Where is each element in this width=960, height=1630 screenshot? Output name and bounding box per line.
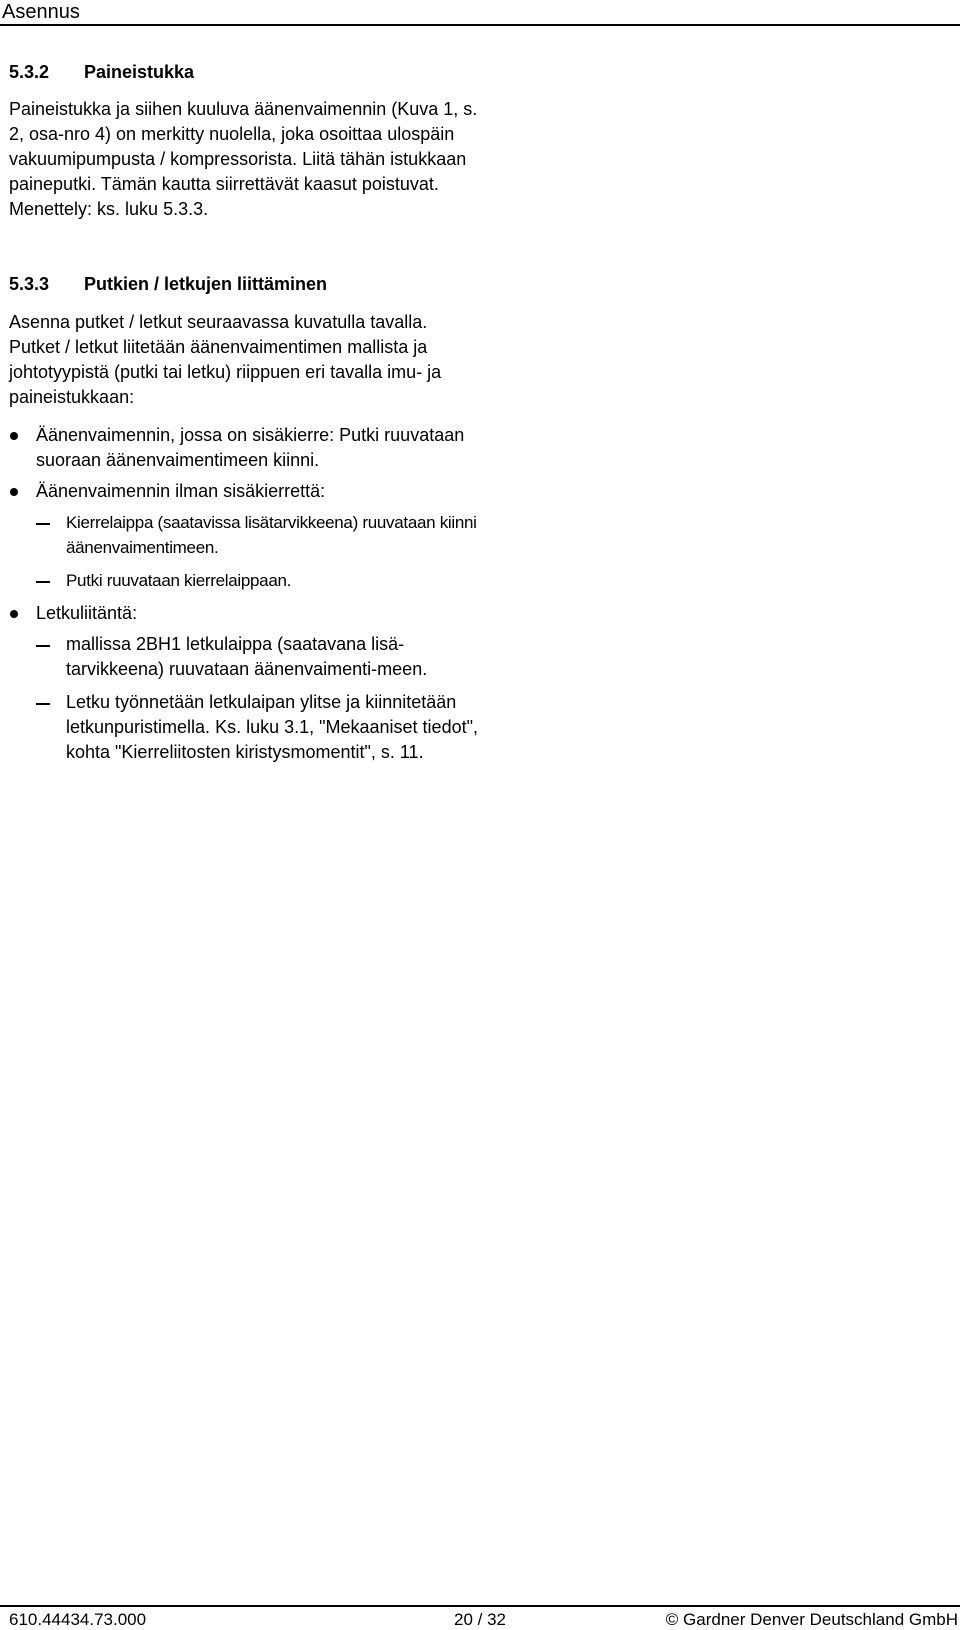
bullet-item [9,601,479,765]
dash-icon [36,581,50,583]
copyright-notice: © Gardner Denver Deutschland GmbH [665,1610,958,1629]
section-number: 5.3.3 [9,274,50,294]
section-title: Putkien / letkujen liittäminen [84,274,328,294]
dash-icon [36,645,50,647]
section-heading [9,272,479,297]
section-paragraph: Paineistukka ja siihen kuuluva äänenvaimennin (Kuva 1, s. 2, osa-nro 4) on merkitty nuolella, joka osoittaa ulospäin vakuumipumpusta / kompressorista. Liitä tähän istukkaan paineputki. Tämän kautta siirrettävät kaasut poistuvat. Menettely: ks. luku 5.3.3. [9,99,478,219]
bullet-item [9,479,479,593]
sub-item [36,690,479,765]
section-heading [9,60,479,85]
bullet-icon [10,432,18,440]
section-title: Paineistukka [84,62,195,82]
bullet-list [9,423,479,765]
dash-icon [36,523,50,525]
page-footer [0,1605,960,1630]
sub-list [36,632,479,765]
section-number: 5.3.2 [9,62,50,82]
page-number: 20 / 32 [454,1610,506,1629]
sub-item [36,632,479,682]
page-header [0,0,960,26]
sub-item [36,510,479,560]
sub-item [36,568,479,593]
sub-text: mallissa 2BH1 letkulaippa (saatavana lisä-tarvikkeena) ruuvataan äänenvaimenti-meen. [66,634,428,679]
bullet-icon [10,488,18,496]
page-content [9,56,479,773]
bullet-text: Äänenvaimennin, jossa on sisäkierre: Putki ruuvataan suoraan äänenvaimentimeen kiinni. [36,425,465,470]
bullet-text: Äänenvaimennin ilman sisäkierrettä: [36,481,326,501]
section-paragraph: Asenna putket / letkut seuraavassa kuvatulla tavalla. Putket / letkut liitetään äänenvaimentimen mallista ja johtotyypistä (putki tai letku) riippuen eri tavalla imu- ja paineistukkaan: [9,312,442,407]
footer-divider [0,1605,960,1607]
dash-icon [36,703,50,705]
header-title: Asennus [2,1,80,23]
bullet-icon [10,610,18,618]
sub-text: Kierrelaippa (saatavissa lisätarvikkeena) ruuvataan kiinni äänenvaimentimeen. [66,513,477,557]
sub-text: Putki ruuvataan kierrelaippaan. [66,571,292,590]
document-number: 610.44434.73.000 [9,1610,147,1629]
bullet-item [9,423,479,473]
bullet-text: Letkuliitäntä: [36,603,138,623]
sub-list [36,510,479,593]
sub-text: Letku työnnetään letkulaipan ylitse ja kiinnitetään letkunpuristimella. Ks. luku 3.1, "Mekaaniset tiedot", kohta "Kierreliitosten kiristysmomentit", s. 11. [66,692,478,762]
header-divider [0,24,960,26]
